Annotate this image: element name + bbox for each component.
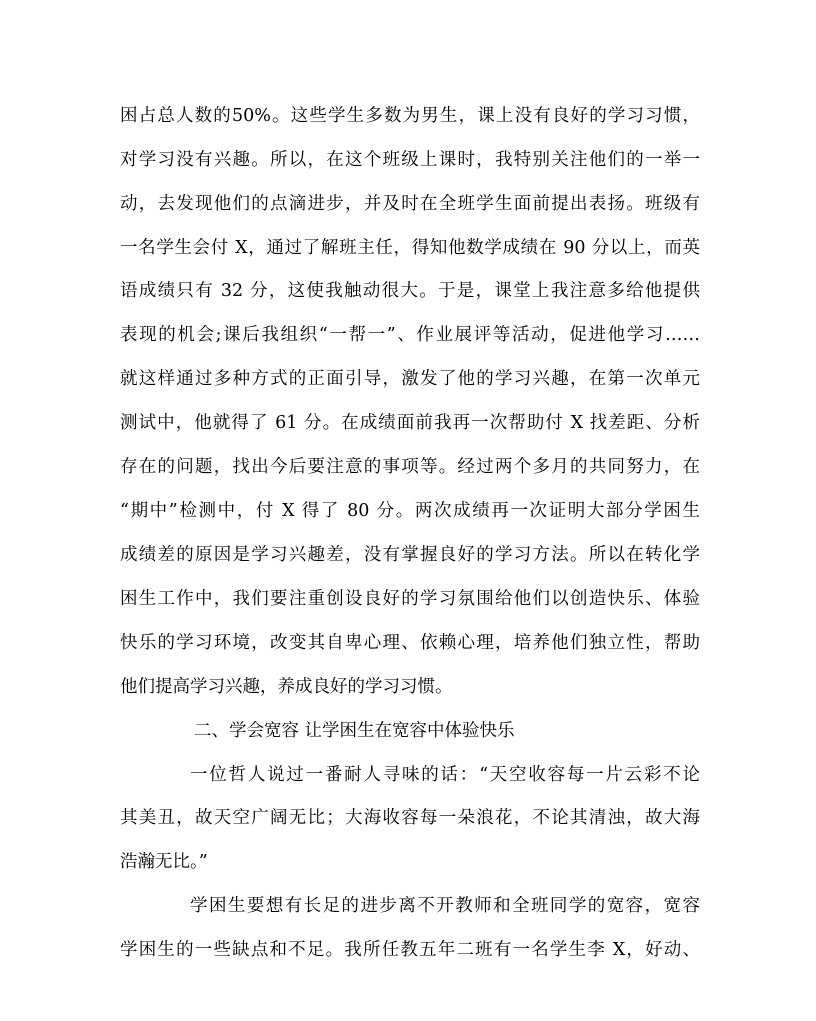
paragraph-line: 浩瀚无比。” — [120, 852, 208, 872]
paragraph-line: 成绩差的原因是学习兴趣差，没有掌握良好的学习方法。所以在转化学 — [120, 545, 700, 565]
paragraph-line: 就这样通过多种方式的正面引导，激发了他的学习兴趣，在第一次单元 — [120, 369, 700, 389]
paragraph-line: 其美丑，故天空广阔无比；大海收容每一朵浪花，不论其清浊，故大海 — [120, 808, 700, 828]
paragraph-line: “期中”检测中，付 X 得了 80 分。两次成绩再一次证明大部分学困生 — [120, 501, 700, 521]
paragraph-line: 学困生的一些缺点和不足。我所任教五年二班有一名学生李 X，好动、 — [120, 940, 700, 960]
paragraph-line: 表现的机会;课后我组织“一帮一”、作业展评等活动，促进他学习…… — [120, 325, 700, 345]
paragraph-line: 他们提高学习兴趣，养成良好的学习习惯。 — [120, 677, 453, 697]
paragraph-line: 测试中，他就得了 61 分。在成绩面前我再一次帮助付 X 找差距、分析 — [120, 413, 700, 433]
paragraph-line: 学困生要想有长足的进步离不开教师和全班同学的宽容，宽容 — [190, 896, 700, 916]
paragraph-line: 困生工作中，我们要注重创设良好的学习氛围给他们以创造快乐、体验 — [120, 589, 700, 609]
paragraph-line: 困占总人数的50%。这些学生多数为男生，课上没有良好的学习习惯， — [120, 106, 700, 126]
section-heading: 二、学会宽容 让学困生在宽容中体验快乐 — [194, 721, 515, 741]
paragraph-line: 对学习没有兴趣。所以，在这个班级上课时，我特别关注他们的一举一 — [120, 150, 700, 170]
paragraph-line: 快乐的学习环境，改变其自卑心理、依赖心理，培养他们独立性，帮助 — [120, 633, 700, 653]
paragraph-line: 动，去发现他们的点滴进步，并及时在全班学生面前提出表扬。班级有 — [120, 194, 700, 214]
paragraph-line: 语成绩只有 32 分，这使我触动很大。于是，课堂上我注意多给他提供 — [120, 281, 700, 301]
paragraph-line: 一名学生会付 X，通过了解班主任，得知他数学成绩在 90 分以上，而英 — [120, 238, 700, 258]
paragraph-line: 存在的问题，找出今后要注意的事项等。经过两个多月的共同努力，在 — [120, 457, 700, 477]
paragraph-line: 一位哲人说过一番耐人寻味的话：“天空收容每一片云彩不论 — [190, 765, 700, 785]
